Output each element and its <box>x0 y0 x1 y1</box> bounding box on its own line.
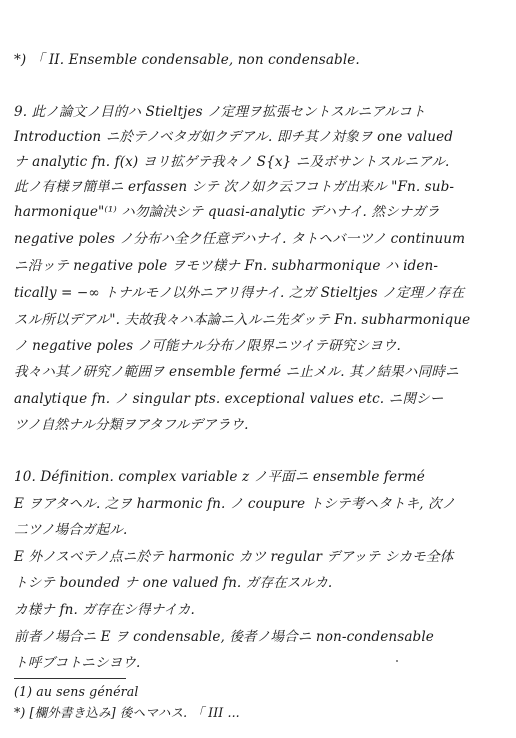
paragraph-line: E 外ノスベテノ点ニ於テ harmonic カツ regular デアッテ シカモ全体 <box>14 549 454 565</box>
paragraph-line: tically = −∞ トナルモノ以外ニアリ得ナイ. 之ガ Stieltjes ノ定理ノ存在 <box>14 285 465 301</box>
ink-dot <box>396 660 398 662</box>
paragraph-line: トシテ bounded ナ one valued fn. ガ存在スルカ. <box>14 575 333 591</box>
paragraph-line: Introduction ニ於テノベタガ如クデアル. 即チ其ノ対象ヲ one valued <box>14 129 454 145</box>
paragraph-line: harmonique"⁽¹⁾ ハ勿論決シテ quasi-analytic デハナイ. 然シナガラ <box>14 204 440 220</box>
editorial-note: *) [欄外書き込み] 後ヘマハス. 「 III ... <box>14 705 240 720</box>
paragraph-line: スル所以デアル". 夫故我々ハ本論ニ入ルニ先ダッテ Fn. subharmonique <box>14 312 471 328</box>
section-heading: *) 「 II. Ensemble condensable, non condensable. <box>14 52 360 68</box>
paragraph-line: 前者ノ場合ニ E ヲ condensable, 後者ノ場合ニ non-condensable <box>14 629 434 645</box>
paragraph-line: ツノ自然ナル分類ヲアタフルデアラウ. <box>14 417 249 433</box>
paragraph-line: ナ analytic fn. f(x) ヨリ拡ゲテ我々ノ S{x} ニ及ボサントスルニアル. <box>14 154 450 170</box>
paragraph-line: カ様ナ fn. ガ存在シ得ナイカ. <box>14 602 195 618</box>
footnote: (1) au sens général <box>14 684 139 699</box>
paragraph-line: negative poles ノ分布ハ全ク任意デハナイ. タトヘバ一ツノ continuum <box>14 231 466 247</box>
paragraph-line: E ヲアタヘル. 之ヲ harmonic fn. ノ coupure トシテ考ヘタトキ, 次ノ <box>14 496 456 512</box>
footnote-rule <box>14 678 126 679</box>
paragraph-line: ノ negative poles ノ可能ナル分布ノ限界ニツイテ研究シヨウ. <box>14 338 401 354</box>
paragraph-line: 我々ハ其ノ研究ノ範囲ヲ ensemble fermé ニ止メル. 其ノ結果ハ同時ニ <box>14 364 459 380</box>
paragraph-line: 二ツノ場合ガ起ル. <box>14 522 128 538</box>
paragraph-line: ト呼ブコトニシヨウ. <box>14 655 141 671</box>
paragraph-line: 10. Définition. complex variable z ノ平面ニ ensemble fermé <box>14 469 425 485</box>
paragraph-line: 9. 此ノ論文ノ目的ハ Stieltjes ノ定理ヲ拡張セントスルニアルコト <box>14 104 426 120</box>
paragraph-line: analytique fn. ノ singular pts. exceptional values etc. ニ関シー <box>14 391 444 407</box>
paragraph-line: 此ノ有様ヲ簡単ニ erfassen シテ 次ノ如ク云フコトガ出来ル "Fn. sub- <box>14 179 455 195</box>
paragraph-line: ニ沿ッテ negative pole ヲモツ様ナ Fn. subharmonique ハ iden- <box>14 258 439 274</box>
